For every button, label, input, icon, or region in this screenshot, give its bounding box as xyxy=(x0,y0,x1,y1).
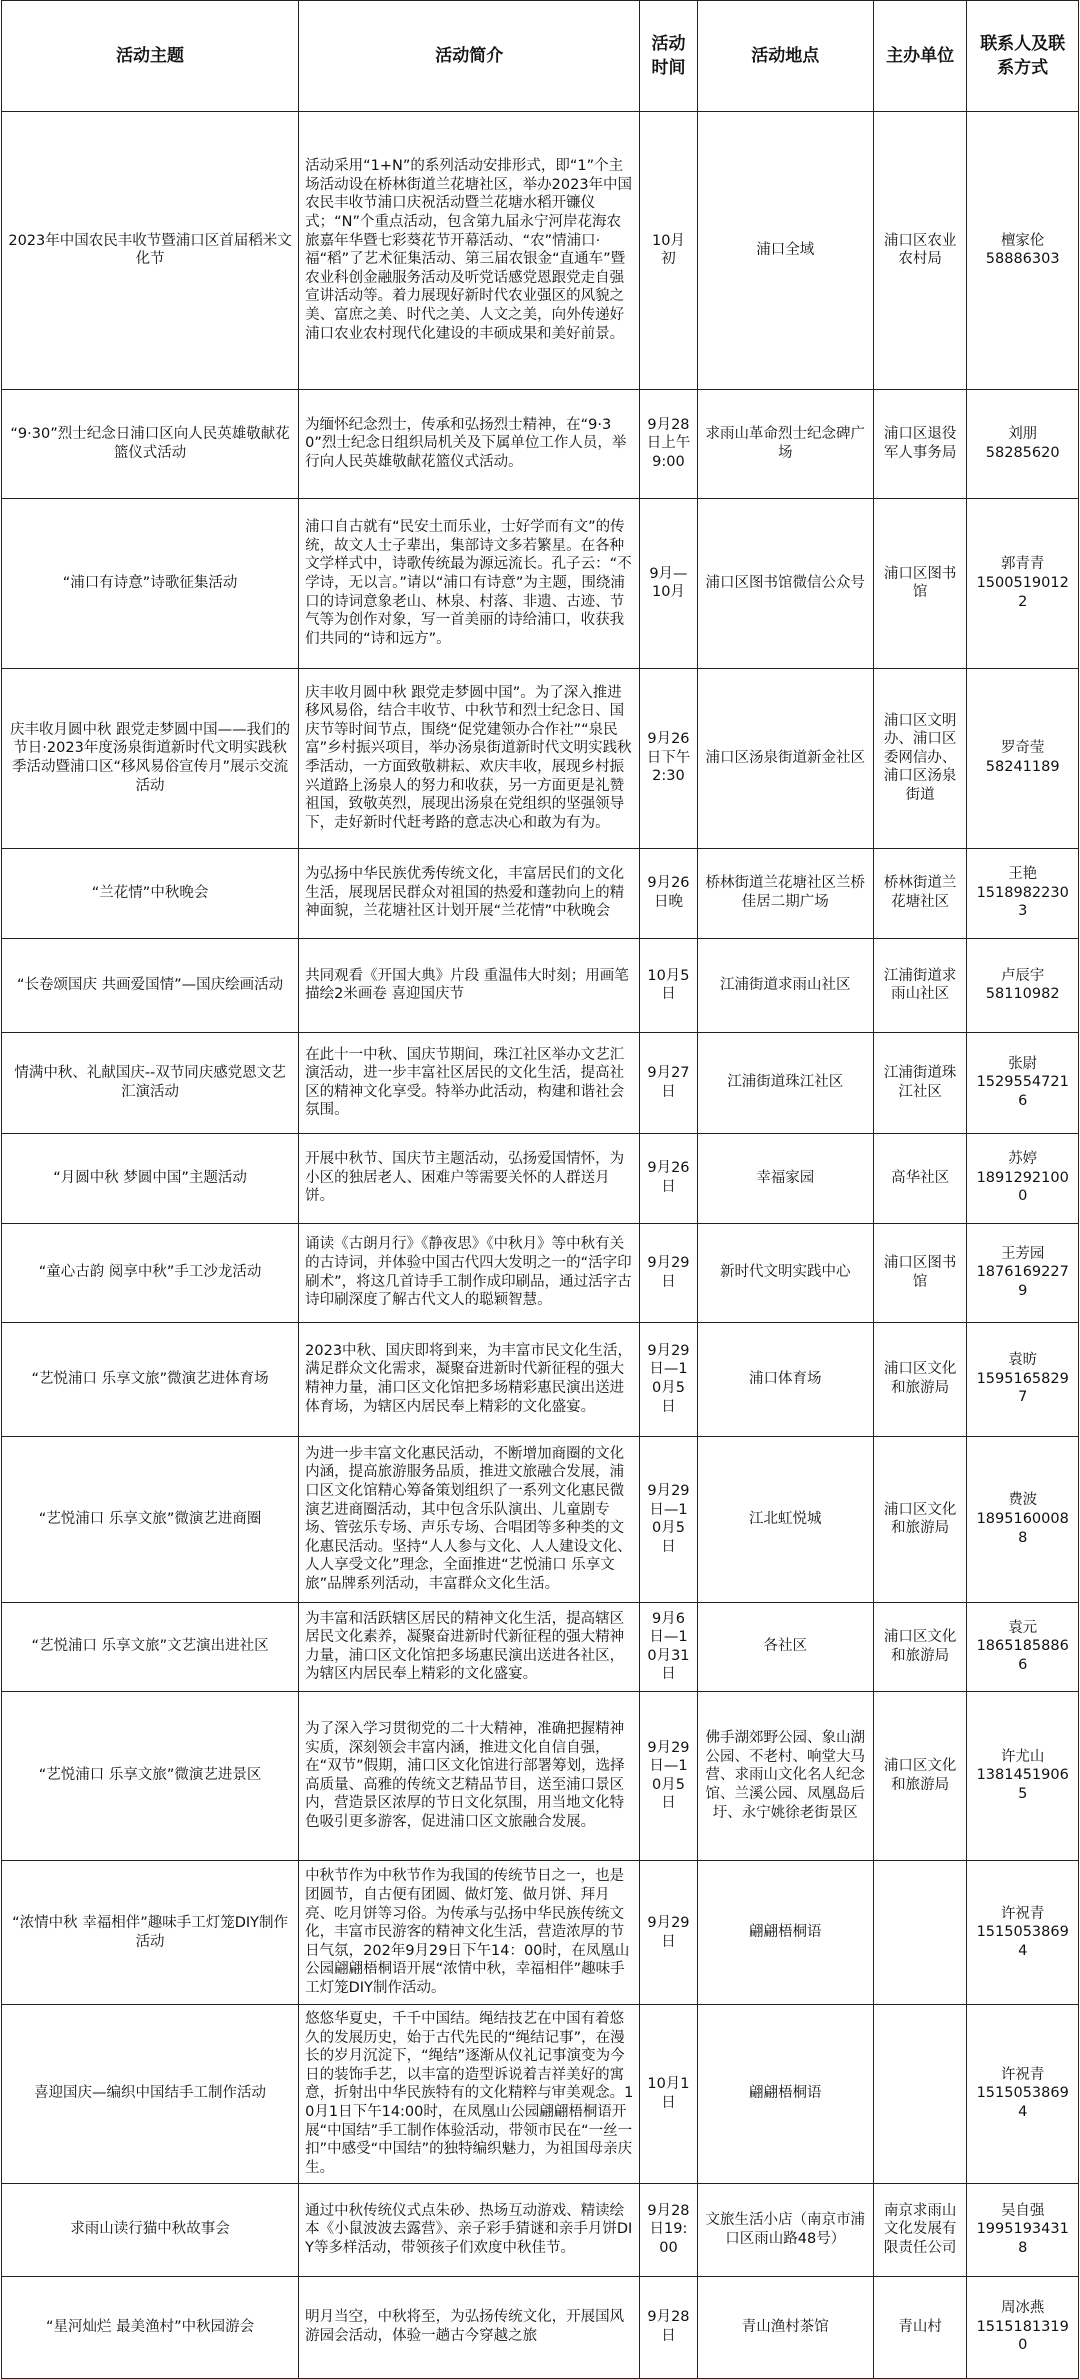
activity-location: 青山渔村茶馆 xyxy=(697,2276,873,2378)
activity-theme: “9·30”烈士纪念日浦口区向人民英雄敬献花篮仪式活动 xyxy=(2,389,299,499)
activity-time: 9月—10月 xyxy=(640,499,697,669)
table-row xyxy=(2,1322,1079,1436)
activity-location: 浦口区汤泉街道新金社区 xyxy=(697,668,873,848)
activity-theme: “月圆中秋 梦圆中国”主题活动 xyxy=(2,1133,299,1223)
activity-description: 明月当空，中秋将至，为弘扬传统文化，开展国风游园会活动，体验一趟古今穿越之旅 xyxy=(299,2276,640,2378)
activity-theme: “艺悦浦口 乐享文旅”微演艺进体育场 xyxy=(2,1322,299,1436)
table-row xyxy=(2,112,1079,390)
activity-time: 9月29日—10月5日 xyxy=(640,1436,697,1603)
activity-description: 悠悠华夏史，千千中国结。绳结技艺在中国有着悠久的发展历史，始于古代先民的“绳结记事”，在漫长的岁月沉淀下，“绳结”逐渐从仪礼记事演变为今日的装饰手艺，以丰富的造型诉说着吉祥美好的寓意，折射出中华民族特有的文化精粹与审美观念。10月1日下午14:00时，在凤凰山公园翩翩梧桐语开展“中国结”手工制作体验活动，带领市民在“一丝一扣”中感受“中国结”的独特编织魅力，为祖国母亲庆生。 xyxy=(299,2005,640,2184)
header-description: 活动简介 xyxy=(299,1,640,112)
activity-organizer: 浦口区退役军人事务局 xyxy=(873,389,966,499)
activity-contact: 许祝青 15150538694 xyxy=(967,1861,1079,2005)
activity-organizer: 浦口区文化和旅游局 xyxy=(873,1436,966,1603)
header-theme: 活动主题 xyxy=(2,1,299,112)
activity-theme: “艺悦浦口 乐享文旅”文艺演出进社区 xyxy=(2,1603,299,1692)
activity-time: 9月26日晚 xyxy=(640,848,697,938)
activity-organizer: 浦口区农业农村局 xyxy=(873,112,966,390)
activity-contact: 许祝青 15150538694 xyxy=(967,2005,1079,2184)
activity-time: 9月28日 xyxy=(640,2276,697,2378)
table-row xyxy=(2,1436,1079,1603)
activity-time: 9月28日上午9:00 xyxy=(640,389,697,499)
activity-time: 9月29日 xyxy=(640,1223,697,1322)
activity-theme: “艺悦浦口 乐享文旅”微演艺进商圈 xyxy=(2,1436,299,1603)
table-row xyxy=(2,668,1079,848)
activity-time: 9月26日 xyxy=(640,1133,697,1223)
activity-organizer: 江浦街道求雨山社区 xyxy=(873,938,966,1033)
activity-location: 文旅生活小店（南京市浦口区雨山路48号） xyxy=(697,2183,873,2276)
activity-location: 浦口区图书馆微信公众号 xyxy=(697,499,873,669)
activity-location: 江北虹悦城 xyxy=(697,1436,873,1603)
activity-description: 通过中秋传统仪式点朱砂、热场互动游戏、精读绘本《小鼠波波去露营》、亲子彩手猜谜和亲手月饼DIY等多样活动，带领孩子们欢度中秋佳节。 xyxy=(299,2183,640,2276)
activity-time: 9月29日—10月5日 xyxy=(640,1691,697,1861)
activity-organizer: 桥林街道兰花塘社区 xyxy=(873,848,966,938)
activity-time: 9月27日 xyxy=(640,1033,697,1134)
activity-location: 各社区 xyxy=(697,1603,873,1692)
activity-theme: “星河灿烂 最美渔村”中秋园游会 xyxy=(2,2276,299,2378)
table-row xyxy=(2,389,1079,499)
activity-contact: 檀家伦 58886303 xyxy=(967,112,1079,390)
table-row xyxy=(2,1133,1079,1223)
activity-organizer: 青山村 xyxy=(873,2276,966,2378)
activity-contact: 吴自强 19951934318 xyxy=(967,2183,1079,2276)
activity-organizer: 江浦街道珠江社区 xyxy=(873,1033,966,1134)
table-row xyxy=(2,1223,1079,1322)
header-location: 活动地点 xyxy=(697,1,873,112)
activity-time: 10月初 xyxy=(640,112,697,390)
activity-location: 江浦街道求雨山社区 xyxy=(697,938,873,1033)
activity-organizer: 浦口区文化和旅游局 xyxy=(873,1691,966,1861)
activity-time: 9月6日—10月31日 xyxy=(640,1603,697,1692)
activity-contact: 周冰燕 15151813190 xyxy=(967,2276,1079,2378)
table-row xyxy=(2,848,1079,938)
activity-description: 活动采用“1+N”的系列活动安排形式，即“1”个主场活动设在桥林街道兰花塘社区，举办2023年中国农民丰收节浦口庆祝活动暨兰花塘水稻开镰仪式；“N”个重点活动，包含第九届永宁河岸花海农旅嘉年华暨七彩葵花节开幕活动、“农”情浦口·福“稻”了艺术征集活动、第三届农银金“直通车”暨农业科创金融服务活动及听党话感党恩跟党走自强宣讲活动等。着力展现好新时代农业强区的风貌之美、富庶之美、时代之美、人文之美，向外传递好浦口农业农村现代化建设的丰硕成果和美好前景。 xyxy=(299,112,640,390)
activity-theme: “童心古韵 阅享中秋”手工沙龙活动 xyxy=(2,1223,299,1322)
activity-description: 中秋节作为中秋节作为我国的传统节日之一，也是团圆节，自古便有团圆、做灯笼、做月饼、拜月亮、吃月饼等习俗。为传承与弘扬中华民族传统文化，丰富市民游客的精神文化生活，营造浓厚的节日气氛，202年9月29日下午14：00时，在凤凰山公园翩翩梧桐语开展“浓情中秋，幸福相伴”趣味手工灯笼DIY制作活动。 xyxy=(299,1861,640,2005)
table-row xyxy=(2,2005,1079,2184)
activity-theme: “艺悦浦口 乐享文旅”微演艺进景区 xyxy=(2,1691,299,1861)
header-organizer: 主办单位 xyxy=(873,1,966,112)
activity-contact: 费波 18951600088 xyxy=(967,1436,1079,1603)
table-row xyxy=(2,2276,1079,2378)
activity-organizer xyxy=(873,2005,966,2184)
table-row xyxy=(2,2183,1079,2276)
activity-theme: 情满中秋、礼献国庆--双节同庆感党恩文艺汇演活动 xyxy=(2,1033,299,1134)
activity-contact: 苏婷 18912921000 xyxy=(967,1133,1079,1223)
activity-contact: 王艳 15189822303 xyxy=(967,848,1079,938)
activity-organizer: 浦口区图书馆 xyxy=(873,1223,966,1322)
activity-contact: 袁昉 15951658297 xyxy=(967,1322,1079,1436)
activity-time: 9月29日 xyxy=(640,1861,697,2005)
activity-location: 翩翩梧桐语 xyxy=(697,2005,873,2184)
activity-theme: “浦口有诗意”诗歌征集活动 xyxy=(2,499,299,669)
activity-location: 幸福家园 xyxy=(697,1133,873,1223)
activity-contact: 张尉 15295547216 xyxy=(967,1033,1079,1134)
activity-location: 佛手湖郊野公园、象山湖公园、不老村、响堂大马营、求雨山文化名人纪念馆、兰溪公园、凤凰岛后圩、永宁姚徐老街景区 xyxy=(697,1691,873,1861)
activity-contact: 袁元 18651858866 xyxy=(967,1603,1079,1692)
activity-description: 2023中秋、国庆即将到来，为丰富市民文化生活，满足群众文化需求，凝聚奋进新时代新征程的强大精神力量，浦口区文化馆把多场精彩惠民演出送进体育场，为辖区内居民奉上精彩的文化盛宴。 xyxy=(299,1322,640,1436)
activity-location: 浦口全域 xyxy=(697,112,873,390)
activity-contact: 罗奇莹 58241189 xyxy=(967,668,1079,848)
activity-description: 为了深入学习贯彻党的二十大精神，准确把握精神实质，深刻领会丰富内涵，推进文化自信自强，在“双节”假期，浦口区文化馆进行部署筹划，选择高质量、高雅的传统文艺精品节目，送至浦口景区内，营造景区浓厚的节日文化氛围，用当地文化特色吸引更多游客，促进浦口区文旅融合发展。 xyxy=(299,1691,640,1861)
activity-description: 开展中秋节、国庆节主题活动，弘扬爱国情怀，为小区的独居老人、困难户等需要关怀的人群送月饼。 xyxy=(299,1133,640,1223)
activity-location: 新时代文明实践中心 xyxy=(697,1223,873,1322)
activity-theme: “兰花情”中秋晚会 xyxy=(2,848,299,938)
table-row xyxy=(2,1691,1079,1861)
activity-organizer: 浦口区文化和旅游局 xyxy=(873,1322,966,1436)
activity-theme: 庆丰收月圆中秋 跟党走梦圆中国——我们的节日·2023年度汤泉街道新时代文明实践秋季活动暨浦口区“移风易俗宣传月”展示交流活动 xyxy=(2,668,299,848)
activity-theme: 求雨山读行猫中秋故事会 xyxy=(2,2183,299,2276)
header-contact: 联系人及联系方式 xyxy=(967,1,1079,112)
activity-location: 桥林街道兰花塘社区兰桥佳居二期广场 xyxy=(697,848,873,938)
activity-time: 9月29日—10月5日 xyxy=(640,1322,697,1436)
activity-theme: “浓情中秋 幸福相伴”趣味手工灯笼DIY制作活动 xyxy=(2,1861,299,2005)
activity-theme: 2023年中国农民丰收节暨浦口区首届稻米文化节 xyxy=(2,112,299,390)
activity-description: 为弘扬中华民族优秀传统文化，丰富居民们的文化生活，展现居民群众对祖国的热爱和蓬勃向上的精神面貌，兰花塘社区计划开展“兰花情”中秋晚会 xyxy=(299,848,640,938)
header-time: 活动时间 xyxy=(640,1,697,112)
activity-location: 翩翩梧桐语 xyxy=(697,1861,873,2005)
activity-location: 江浦街道珠江社区 xyxy=(697,1033,873,1134)
activity-description: 共同观看《开国大典》片段 重温伟大时刻；用画笔描绘2米画卷 喜迎国庆节 xyxy=(299,938,640,1033)
activity-contact: 许尤山 13814519065 xyxy=(967,1691,1079,1861)
activity-time: 10月5日 xyxy=(640,938,697,1033)
activity-description: 诵读《古朗月行》《静夜思》《中秋月》等中秋有关的古诗词，并体验中国古代四大发明之一的“活字印刷术”，将这几首诗手工制作成印刷品，通过活字古诗印刷深度了解古代文人的聪颖智慧。 xyxy=(299,1223,640,1322)
activity-description: 为丰富和活跃辖区居民的精神文化生活，提高辖区居民文化素养，凝聚奋进新时代新征程的强大精神力量，浦口区文化馆把多场惠民演出送进各社区，为辖区内居民奉上精彩的文化盛宴。 xyxy=(299,1603,640,1692)
activity-description: 庆丰收月圆中秋 跟党走梦圆中国”。为了深入推进移风易俗，结合丰收节、中秋节和烈士纪念日、国庆节等时间节点，围绕“促党建领办合作社”“泉民富”乡村振兴项目，举办汤泉街道新时代文明实践秋季活动，一方面致敬耕耘、欢庆丰收，展现乡村振兴道路上汤泉人的努力和收获，另一方面更是礼赞祖国，致敬英烈，展现出汤泉在党组织的坚强领导下，走好新时代赶考路的意志决心和敢为有为。 xyxy=(299,668,640,848)
table-row xyxy=(2,938,1079,1033)
activity-theme: “长卷颂国庆 共画爱国情”—国庆绘画活动 xyxy=(2,938,299,1033)
table-row xyxy=(2,499,1079,669)
activity-organizer: 浦口区图书馆 xyxy=(873,499,966,669)
activity-time: 10月1日 xyxy=(640,2005,697,2184)
table-row xyxy=(2,1033,1079,1134)
activity-organizer: 浦口区文明办、浦口区委网信办、浦口区汤泉街道 xyxy=(873,668,966,848)
activity-description: 在此十一中秋、国庆节期间，珠江社区举办文艺汇演活动，进一步丰富社区居民的文化生活，提高社区的精神文化享受。特举办此活动，构建和谐社会氛围。 xyxy=(299,1033,640,1134)
activity-contact: 王芳园 18761692279 xyxy=(967,1223,1079,1322)
activity-theme: 喜迎国庆—编织中国结手工制作活动 xyxy=(2,2005,299,2184)
activity-time: 9月26日下午2:30 xyxy=(640,668,697,848)
activity-organizer: 高华社区 xyxy=(873,1133,966,1223)
activity-description: 浦口自古就有“民安土而乐业，士好学而有文”的传统，故文人士子辈出，集部诗文多若繁星。在各种文学样式中，诗歌传统最为源远流长。孔子云：“不学诗，无以言。”请以“浦口有诗意”为主题，围绕浦口的诗词意象老山、林泉、村落、非遗、古迹、节气等为创作对象，写一首美丽的诗给浦口，收获我们共同的“诗和远方”。 xyxy=(299,499,640,669)
activity-contact: 郭青青 15005190122 xyxy=(967,499,1079,669)
activity-location: 浦口体育场 xyxy=(697,1322,873,1436)
activity-organizer: 南京求雨山文化发展有限责任公司 xyxy=(873,2183,966,2276)
activity-contact: 卢辰宇 58110982 xyxy=(967,938,1079,1033)
activity-description: 为进一步丰富文化惠民活动，不断增加商圈的文化内涵，提高旅游服务品质，推进文旅融合发展，浦口区文化馆精心筹备策划组织了一系列文化惠民微演艺进商圈活动，其中包含乐队演出、儿童剧专场、管弦乐专场、声乐专场、合唱团等多种类的文化惠民活动。坚持“人人参与文化、人人建设文化、人人享受文化”理念，全面推进“艺悦浦口 乐享文旅”品牌系列活动，丰富群众文化生活。 xyxy=(299,1436,640,1603)
activity-contact: 刘朋 58285620 xyxy=(967,389,1079,499)
activity-organizer xyxy=(873,1861,966,2005)
table-header-row xyxy=(2,1,1079,112)
table-row xyxy=(2,1861,1079,2005)
activity-location: 求雨山革命烈士纪念碑广场 xyxy=(697,389,873,499)
table-row xyxy=(2,1603,1079,1692)
activity-organizer: 浦口区文化和旅游局 xyxy=(873,1603,966,1692)
activity-table xyxy=(1,0,1079,2379)
activity-time: 9月28日19:00 xyxy=(640,2183,697,2276)
activity-description: 为缅怀纪念烈士，传承和弘扬烈士精神，在“9·30”烈士纪念日组织局机关及下属单位工作人员，举行向人民英雄敬献花篮仪式活动。 xyxy=(299,389,640,499)
